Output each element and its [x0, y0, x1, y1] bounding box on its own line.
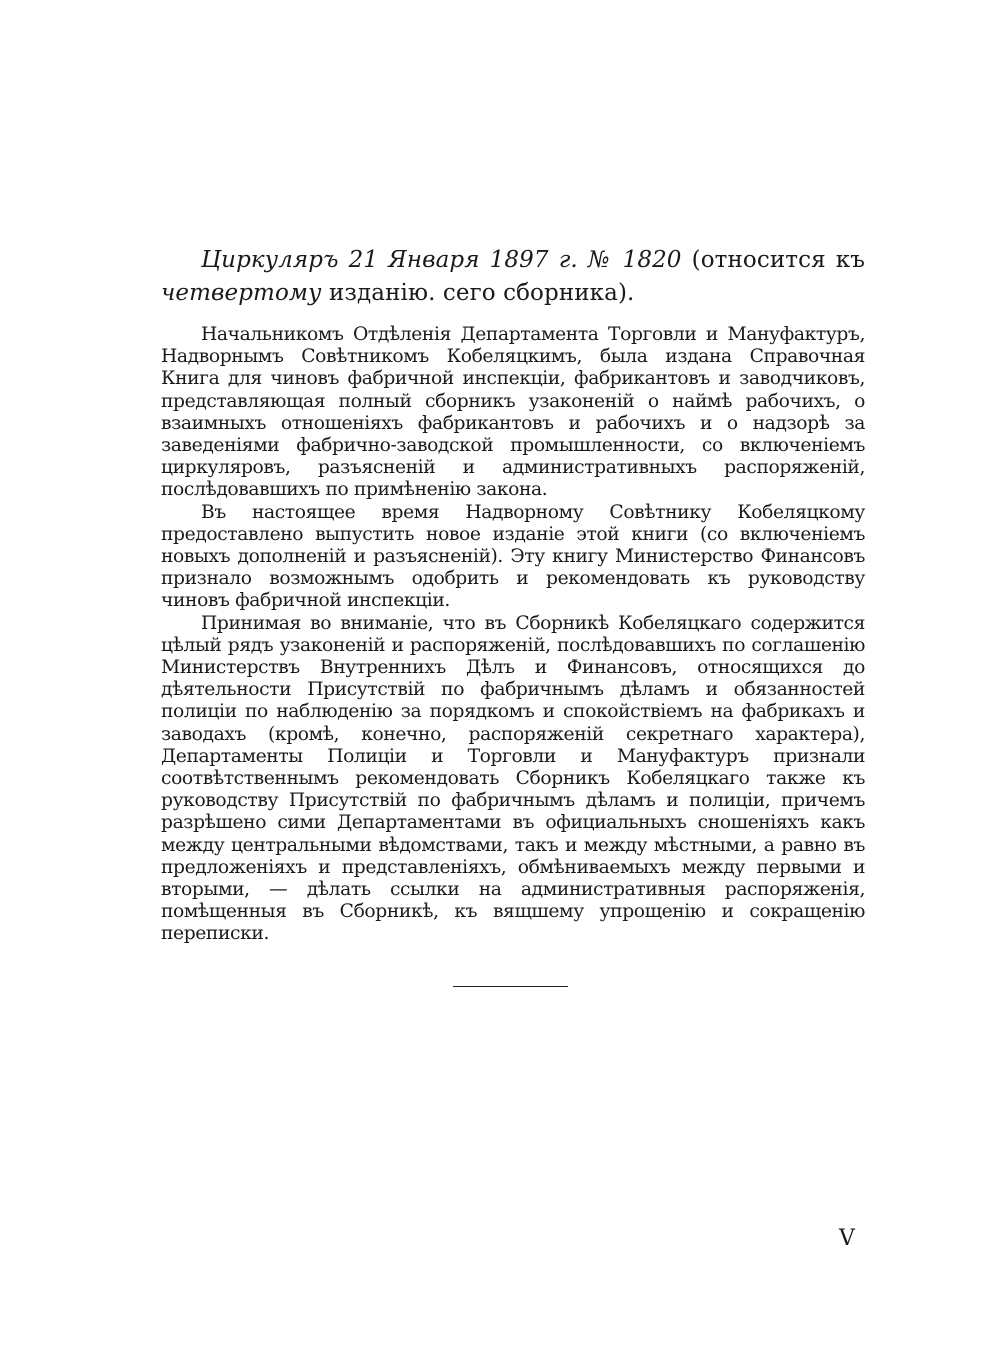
circular-heading [161, 244, 865, 310]
heading-paren-close: изданію. сего сборника). [321, 280, 635, 306]
circular-reference: Циркуляръ 21 Января 1897 г. № 1820 [201, 247, 682, 273]
heading-paren-open: (относится къ [681, 247, 866, 273]
paragraph-2: Въ настоящее время Надворному Совѣтнику Кобеляцкому предоставлено выпустить новое изданіе этой книги (со включеніемъ новыхъ дополненій и разъясненій). Эту книгу Министерство Финансовъ признало возможнымъ одобрить и рекомендовать къ руководству чиновъ фабричной инспекціи. [161, 501, 865, 612]
section-divider [453, 986, 568, 987]
page-text-block [161, 244, 865, 946]
paragraph-3: Принимая во вниманіе, что въ Сборникѣ Кобеляцкаго содержится цѣлый рядъ узаконеній и распоряженій, послѣдовавшихъ по соглашенію Министерствъ Внутреннихъ Дѣлъ и Финансовъ, относящихся до дѣятельности Присутствій по фабричнымъ дѣламъ и обязанностей полиціи по наблюденію за порядкомъ и спокойствіемъ на фабрикахъ и заводахъ (кромѣ, конечно, распоряженій секретнаго характера), Департаменты Полиціи и Торговли и Мануфактуръ признали соотвѣтственнымъ рекомендовать Сборникъ Кобеляцкаго также къ руководству Присутствій по фабричнымъ дѣламъ и полиціи, причемъ разрѣшено сими Департаментами въ официальныхъ сношеніяхъ какъ между центральными вѣдомствами, такъ и между мѣстными, а равно въ предложеніяхъ и представленіяхъ, обмѣниваемыхъ между первыми и вторыми, — дѣлать ссылки на административныя распоряженія, помѣщенныя въ Сборникѣ, къ вящшему упрощенію и сокращенію переписки. [161, 612, 865, 945]
edition-word: четвертому [161, 280, 322, 306]
page-number: V [839, 1226, 855, 1251]
paragraph-1: Начальникомъ Отдѣленія Департамента Торговли и Мануфактуръ, Надворнымъ Совѣтникомъ Кобеляцкимъ, была издана Справочная Книга для чиновъ фабричной инспекціи, фабрикантовъ и заводчиковъ, представляющая полный сборникъ узаконеній о наймѣ рабочихъ, о взаимныхъ отношеніяхъ фабрикантовъ и рабочихъ и о надзорѣ за заведеніями фабрично-заводской промышленности, со включеніемъ циркуляровъ, разъясненій и административныхъ распоряженій, послѣдовавшихъ по примѣненію закона. [161, 324, 865, 501]
